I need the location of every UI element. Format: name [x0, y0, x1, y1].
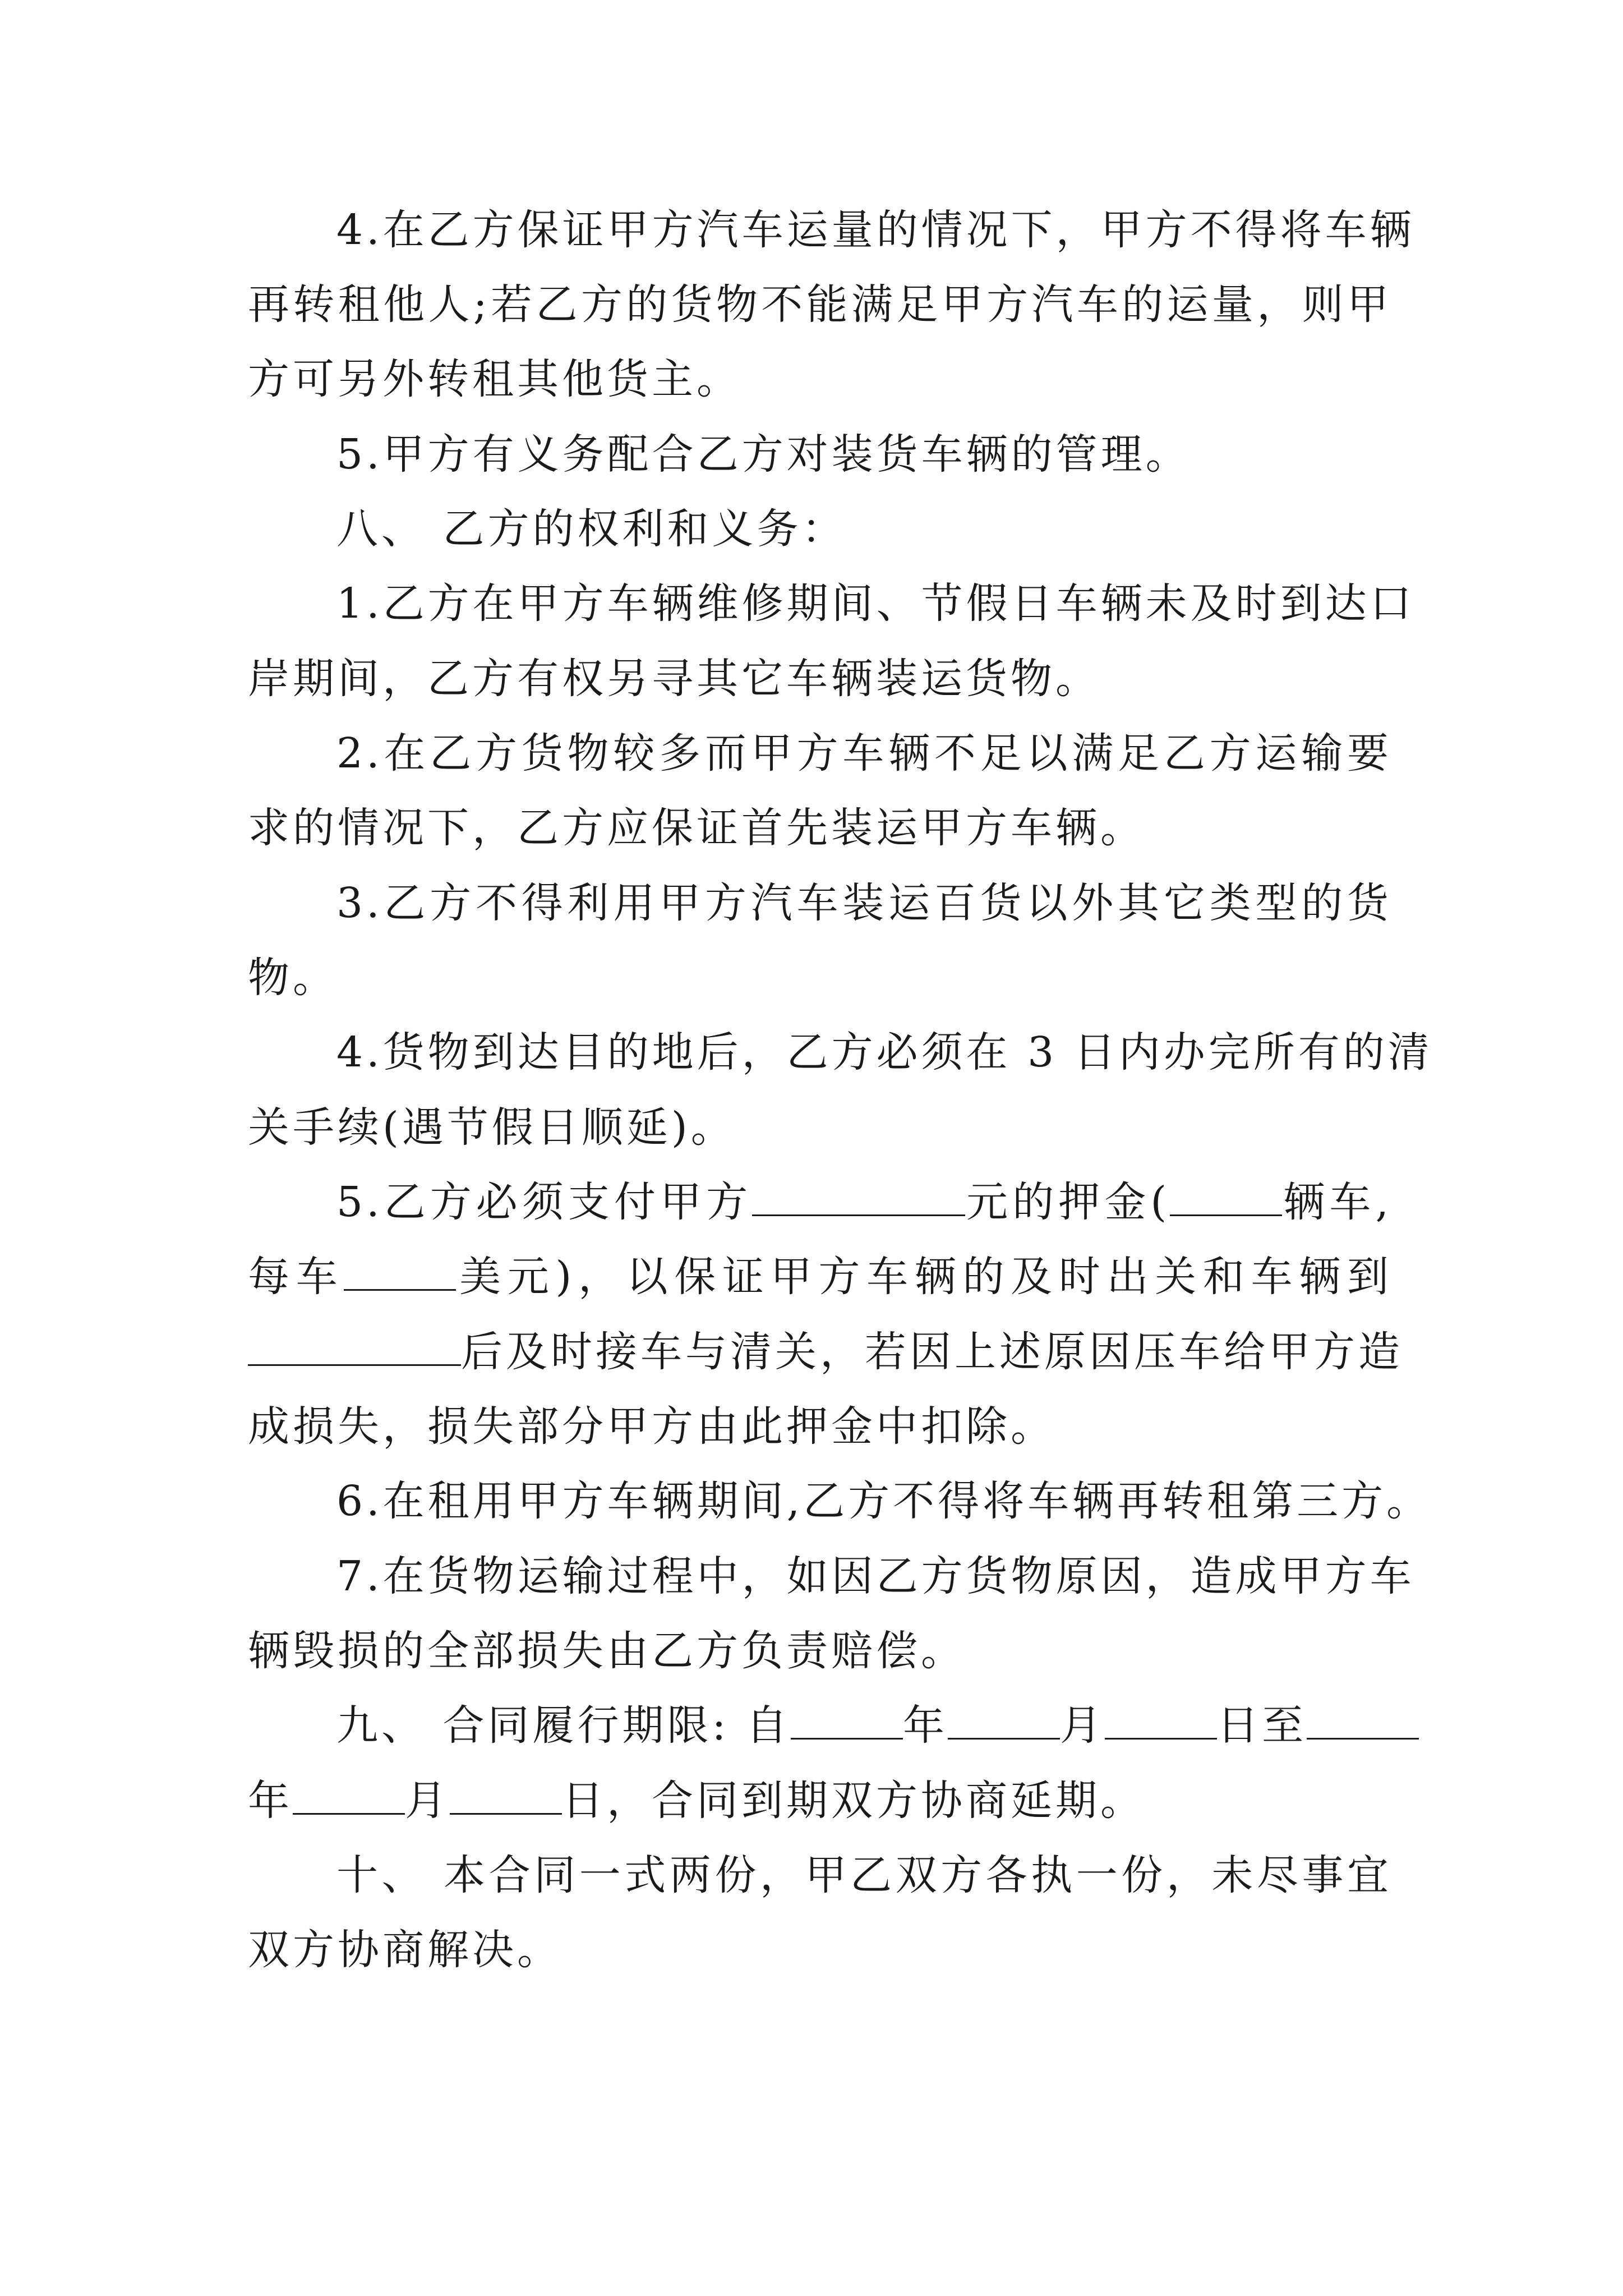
text-line: 十、 本合同一式两份，甲乙双方各执一份，未尽事宜 [336, 1851, 1392, 1899]
text-line: 6.在租用甲方车辆期间,乙方不得将车辆再转租第三方。 [336, 1477, 1432, 1525]
text-span: 辆车, [1282, 1178, 1392, 1226]
text-span: 日，合同到期双方协商延期。 [562, 1777, 1145, 1825]
text-span: 美元)，以保证甲方车辆的及时出关和车辆到 [456, 1253, 1392, 1301]
item9-line1 [336, 1697, 1392, 1754]
text-line: 2.在乙方货物较多而甲方车辆不足以满足乙方运输要 [336, 729, 1392, 777]
text-line: 岸期间，乙方有权另寻其它车辆装运货物。 [248, 655, 1100, 703]
text-line: 求的情况下，乙方应保证首先装运甲方车辆。 [248, 804, 1145, 852]
fill-in-blank[interactable] [248, 1325, 461, 1366]
item5-line1 [336, 1174, 1392, 1230]
fill-in-blank[interactable] [450, 1774, 562, 1815]
text-line: 1.乙方在甲方车辆维修期间、节假日车辆未及时到达口 [336, 579, 1415, 628]
fill-in-blank[interactable] [791, 1699, 903, 1740]
text-line: 再转租他人;若乙方的货物不能满足甲方汽车的运量，则甲 [248, 280, 1392, 329]
text-span: 每车 [248, 1253, 344, 1301]
text-line: 关手续(遇节假日顺延)。 [248, 1103, 736, 1152]
text-line: 成损失，损失部分甲方由此押金中扣除。 [248, 1402, 1055, 1451]
text-line: 方可另外转租其他货主。 [248, 355, 741, 403]
fill-in-blank[interactable] [1307, 1699, 1419, 1740]
section-heading: 八、 乙方的权利和义务： [336, 505, 847, 553]
item5-line2 [248, 1249, 1392, 1305]
item9-line2 [248, 1773, 1392, 1829]
text-span: 月 [1059, 1701, 1105, 1750]
text-span: 元的押金( [965, 1178, 1170, 1226]
text-span: 年 [902, 1701, 948, 1750]
text-line: 辆毁损的全部损失由乙方负责赔偿。 [248, 1627, 966, 1675]
text-line: 4.货物到达目的地后，乙方必须在 3 日内办完所有的清 [336, 1028, 1433, 1076]
text-span: 九、 合同履行期限: 自 [336, 1701, 791, 1750]
fill-in-blank[interactable] [752, 1175, 965, 1216]
text-span: 5.乙方必须支付甲方 [336, 1178, 753, 1226]
text-span: 年 [248, 1777, 293, 1825]
text-line: 3.乙方不得利用甲方汽车装运百货以外其它类型的货 [336, 879, 1392, 927]
text-line: 物。 [248, 954, 338, 1002]
text-span: 月 [405, 1777, 450, 1825]
fill-in-blank[interactable] [1105, 1699, 1217, 1740]
text-line: 5.甲方有义务配合乙方对装货车辆的管理。 [336, 430, 1191, 478]
fill-in-blank[interactable] [1170, 1175, 1282, 1216]
fill-in-blank[interactable] [344, 1250, 456, 1291]
item5-line3 [248, 1324, 1403, 1380]
fill-in-blank[interactable] [293, 1774, 405, 1815]
text-line: 4.在乙方保证甲方汽车运量的情况下，甲方不得将车辆 [336, 206, 1415, 254]
fill-in-blank[interactable] [948, 1699, 1060, 1740]
text-line: 双方协商解决。 [248, 1926, 562, 1974]
text-line: 7.在货物运输过程中，如因乙方货物原因，造成甲方车 [336, 1552, 1415, 1600]
text-span: 日至 [1216, 1701, 1307, 1750]
text-span: 后及时接车与清关，若因上述原因压车给甲方造 [461, 1328, 1403, 1376]
